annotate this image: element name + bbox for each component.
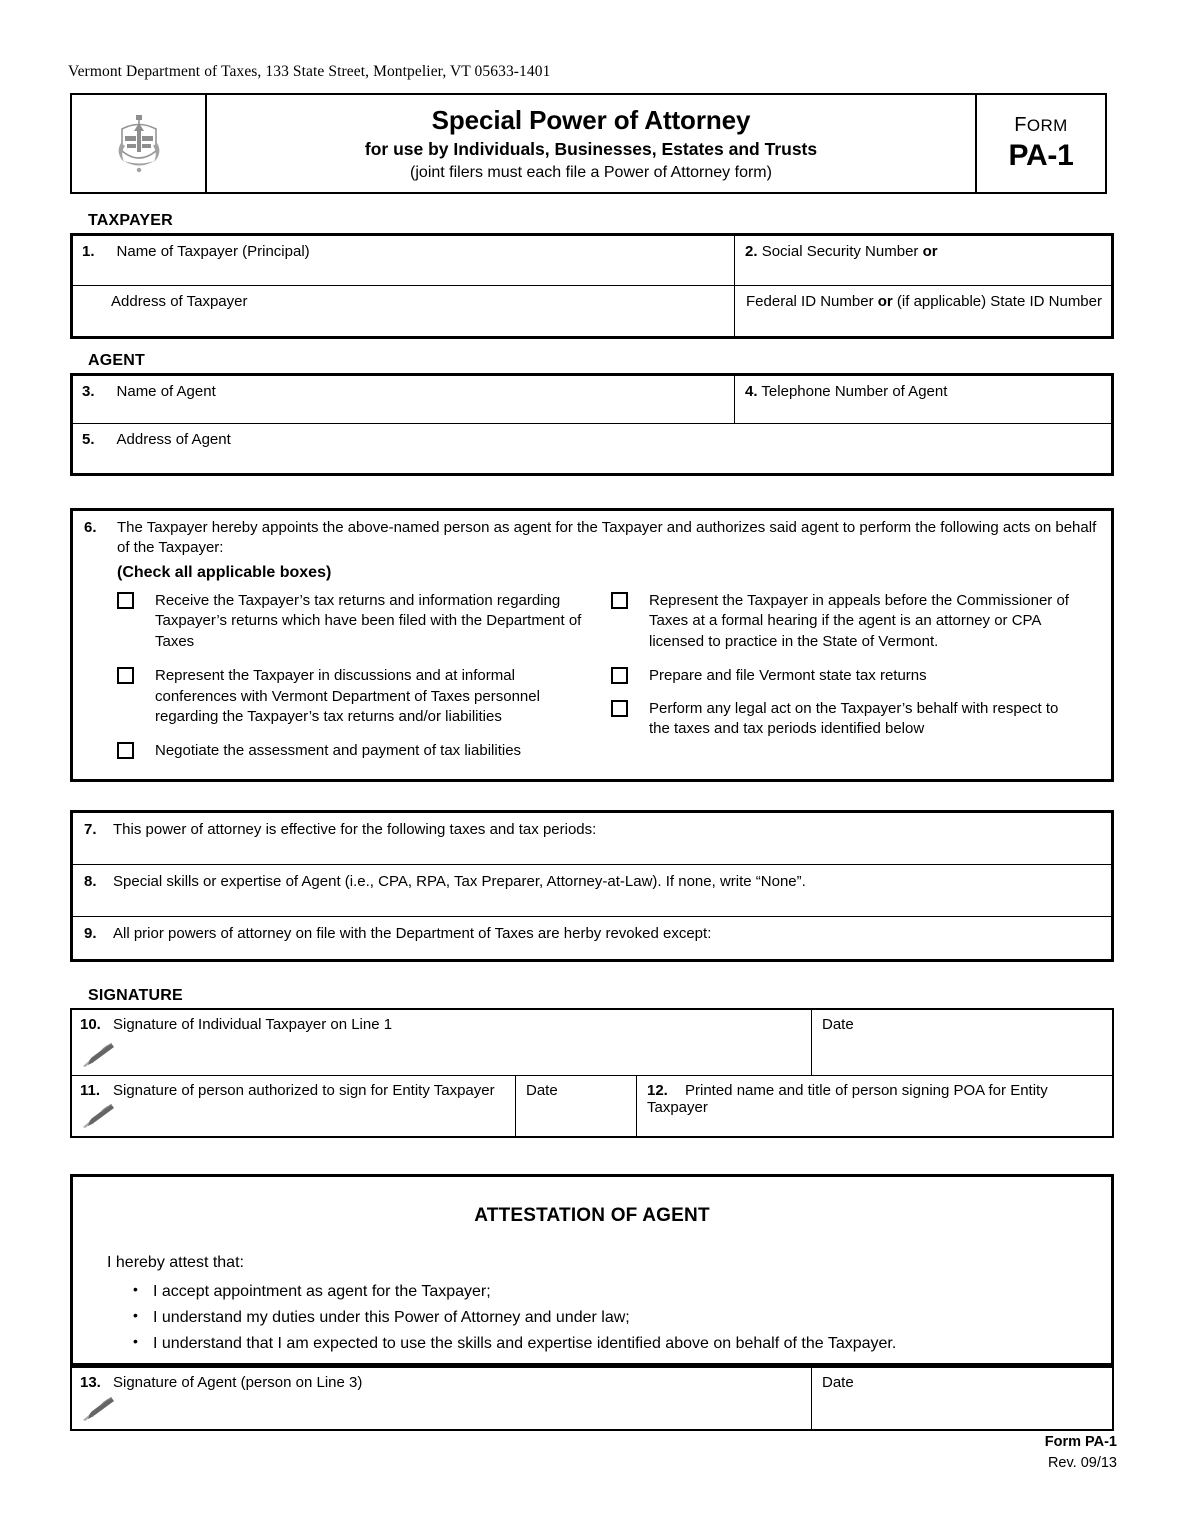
agent-signature-field[interactable] [72,1368,812,1429]
line13-number: 13. [80,1374,101,1391]
checkbox-row[interactable] [611,666,1081,686]
line11-number: 11. [80,1082,101,1099]
line13-date-label: Date [822,1374,854,1391]
pen-signature-icon [81,1395,115,1421]
agent-signature-date-field[interactable] [812,1368,1112,1429]
signature-section-heading: SIGNATURE [88,987,183,1004]
item6-intro-text: The Taxpayer hereby appoints the above-named person as agent for the Taxpayer and authorizes said agent to perform the following acts on behalf of the Taxpayer: [117,519,1097,556]
agent-name-number: 3. [82,383,95,400]
item6-check-instruction: (Check all applicable boxes) [117,564,332,581]
item6-intro [84,518,1099,558]
checkbox-negotiate-assessment[interactable] [117,742,134,759]
agent-address-field[interactable] [73,424,1111,473]
item8-number: 8. [84,873,97,890]
taxpayer-fedid-label-a: Federal ID Number [746,293,878,310]
checkbox-label: Receive the Taxpayer’s tax returns and information regarding Taxpayer’s returns which have been filed with the Department of Taxes [155,592,582,650]
signature-individual-field[interactable] [72,1010,812,1075]
taxpayer-ssn-field[interactable] [735,236,1111,285]
item7-label: This power of attorney is effective for the following taxes and tax periods: [113,821,597,838]
line10-date-label: Date [822,1016,854,1033]
checkbox-label: Negotiate the assessment and payment of tax liabilities [155,742,522,760]
footer-form-name: Form PA-1 [1044,1434,1117,1450]
checkbox-receive-returns[interactable] [117,592,134,609]
agent-phone-label: Telephone Number of Agent [761,383,948,400]
checkbox-label: Prepare and file Vermont state tax returns [649,667,927,685]
item8-label: Special skills or expertise of Agent (i.e., CPA, RPA, Tax Preparer, Attorney-at-Law). If none, write “None”. [113,873,806,890]
agent-address-number: 5. [82,431,95,448]
agent-address-label: Address of Agent [116,431,231,448]
checkbox-label: Perform any legal act on the Taxpayer’s behalf with respect to the taxes and tax periods identified below [649,699,1059,737]
form-footer [1045,1432,1117,1474]
item7-number: 7. [84,821,97,838]
printed-name-title-field[interactable] [637,1076,1112,1136]
attestation-bullet-list [131,1279,1111,1357]
item6-left-options [117,591,587,774]
form-title: Special Power of Attorney [431,105,751,136]
department-address-line: Vermont Department of Taxes, 133 State Street, Montpelier, VT 05633-1401 [68,63,551,80]
signature-row-individual [72,1010,1112,1076]
line13-label: Signature of Agent (person on Line 3) [113,1374,363,1391]
line10-label: Signature of Individual Taxpayer on Line 1 [113,1016,393,1033]
form-number: PA-1 [1008,139,1074,172]
state-seal-cell [72,95,207,192]
line11-label: Signature of person authorized to sign for Entity Taxpayer [113,1082,495,1099]
pen-signature-icon [81,1102,115,1128]
taxpayer-address-label: Address of Taxpayer [111,293,248,310]
item9-field[interactable] [73,917,1111,959]
form-subtitle: for use by Individuals, Businesses, Estates and Trusts [364,139,818,160]
line12-number: 12. [647,1082,668,1099]
list-item: • I understand that I am expected to use the skills and expertise identified above on behalf of the Taxpayer. [131,1331,1111,1357]
item9-label: All prior powers of attorney on file with the Department of Taxes are herby revoked except: [113,925,712,942]
checkbox-row[interactable] [117,741,587,761]
line12-label: Printed name and title of person signing POA for Entity Taxpayer [647,1082,1048,1116]
taxpayer-fedid-label-b: (if applicable) State ID Number [892,293,1102,310]
item9-number: 9. [84,925,97,942]
form-number-cell [977,95,1105,192]
form-title-note: (joint filers must each file a Power of Attorney form) [410,163,772,181]
line11-date-label: Date [526,1082,558,1099]
taxpayer-ssn-label: Social Security Number [761,243,923,260]
item6-number: 6. [84,519,97,536]
checkbox-label: Represent the Taxpayer in discussions and at informal conferences with Vermont Department of Taxes personnel regarding the Taxpayer’s tax returns and/or liabilities [155,667,540,725]
checkbox-perform-legal-act[interactable] [611,700,628,717]
form-title-cell [207,95,977,192]
checkbox-prepare-file-returns[interactable] [611,667,628,684]
item7-field[interactable] [73,813,1111,865]
checkbox-represent-appeals[interactable] [611,592,628,609]
taxpayer-ssn-number: 2. [745,243,758,260]
item6-right-options [611,591,1081,751]
signature-entity-field[interactable] [72,1076,516,1136]
taxpayer-name-label: Name of Taxpayer (Principal) [116,243,310,260]
item6-box [70,508,1114,782]
taxpayer-section-heading: TAXPAYER [88,212,173,229]
checkbox-row[interactable] [611,591,1081,652]
taxpayer-box [70,233,1114,339]
taxpayer-fedid-field[interactable] [735,286,1111,336]
checkbox-row[interactable] [611,699,1081,740]
taxpayer-address-field[interactable] [73,286,735,336]
checkbox-label: Represent the Taxpayer in appeals before the Commissioner of Taxes at a formal hearing if the agent is an attorney or CPA licensed to practice in the State of Vermont. [649,592,1069,650]
agent-phone-number: 4. [745,383,758,400]
pen-signature-icon [81,1041,115,1067]
list-item: • I accept appointment as agent for the Taxpayer; [131,1279,1111,1305]
agent-row-address [73,424,1111,473]
signature-row-entity [72,1076,1112,1136]
signature-individual-date-field[interactable] [812,1010,1112,1075]
agent-signature-row [72,1368,1112,1429]
agent-box [70,373,1114,476]
signature-box [70,1008,1114,1138]
agent-name-label: Name of Agent [116,383,216,400]
attestation-intro: I hereby attest that: [107,1254,244,1271]
signature-entity-date-field[interactable] [516,1076,637,1136]
taxpayer-row-address [73,286,1111,336]
form-word-label: FORM [1014,114,1068,136]
attestation-title: ATTESTATION OF AGENT [474,1205,710,1226]
taxpayer-row-name [73,236,1111,286]
checkbox-represent-informal[interactable] [117,667,134,684]
item8-field[interactable] [73,865,1111,917]
taxpayer-fedid-or: or [877,293,893,310]
taxpayer-name-field[interactable] [73,236,735,285]
taxpayer-name-number: 1. [82,243,95,260]
vermont-seal-icon [110,113,168,175]
agent-phone-field[interactable] [735,376,1111,423]
checkbox-row[interactable] [117,591,587,652]
agent-signature-box [70,1366,1114,1431]
agent-section-heading: AGENT [88,352,145,369]
attestation-box [70,1174,1114,1366]
form-masthead [70,93,1107,194]
footer-revision: Rev. 09/13 [1047,1455,1117,1472]
taxpayer-ssn-or: or [922,243,938,260]
items-789-box [70,810,1114,962]
list-item: • I understand my duties under this Power of Attorney and under law; [131,1305,1111,1331]
line10-number: 10. [80,1016,101,1033]
agent-row-name [73,376,1111,424]
checkbox-row[interactable] [117,666,587,727]
agent-name-field[interactable] [73,376,735,423]
